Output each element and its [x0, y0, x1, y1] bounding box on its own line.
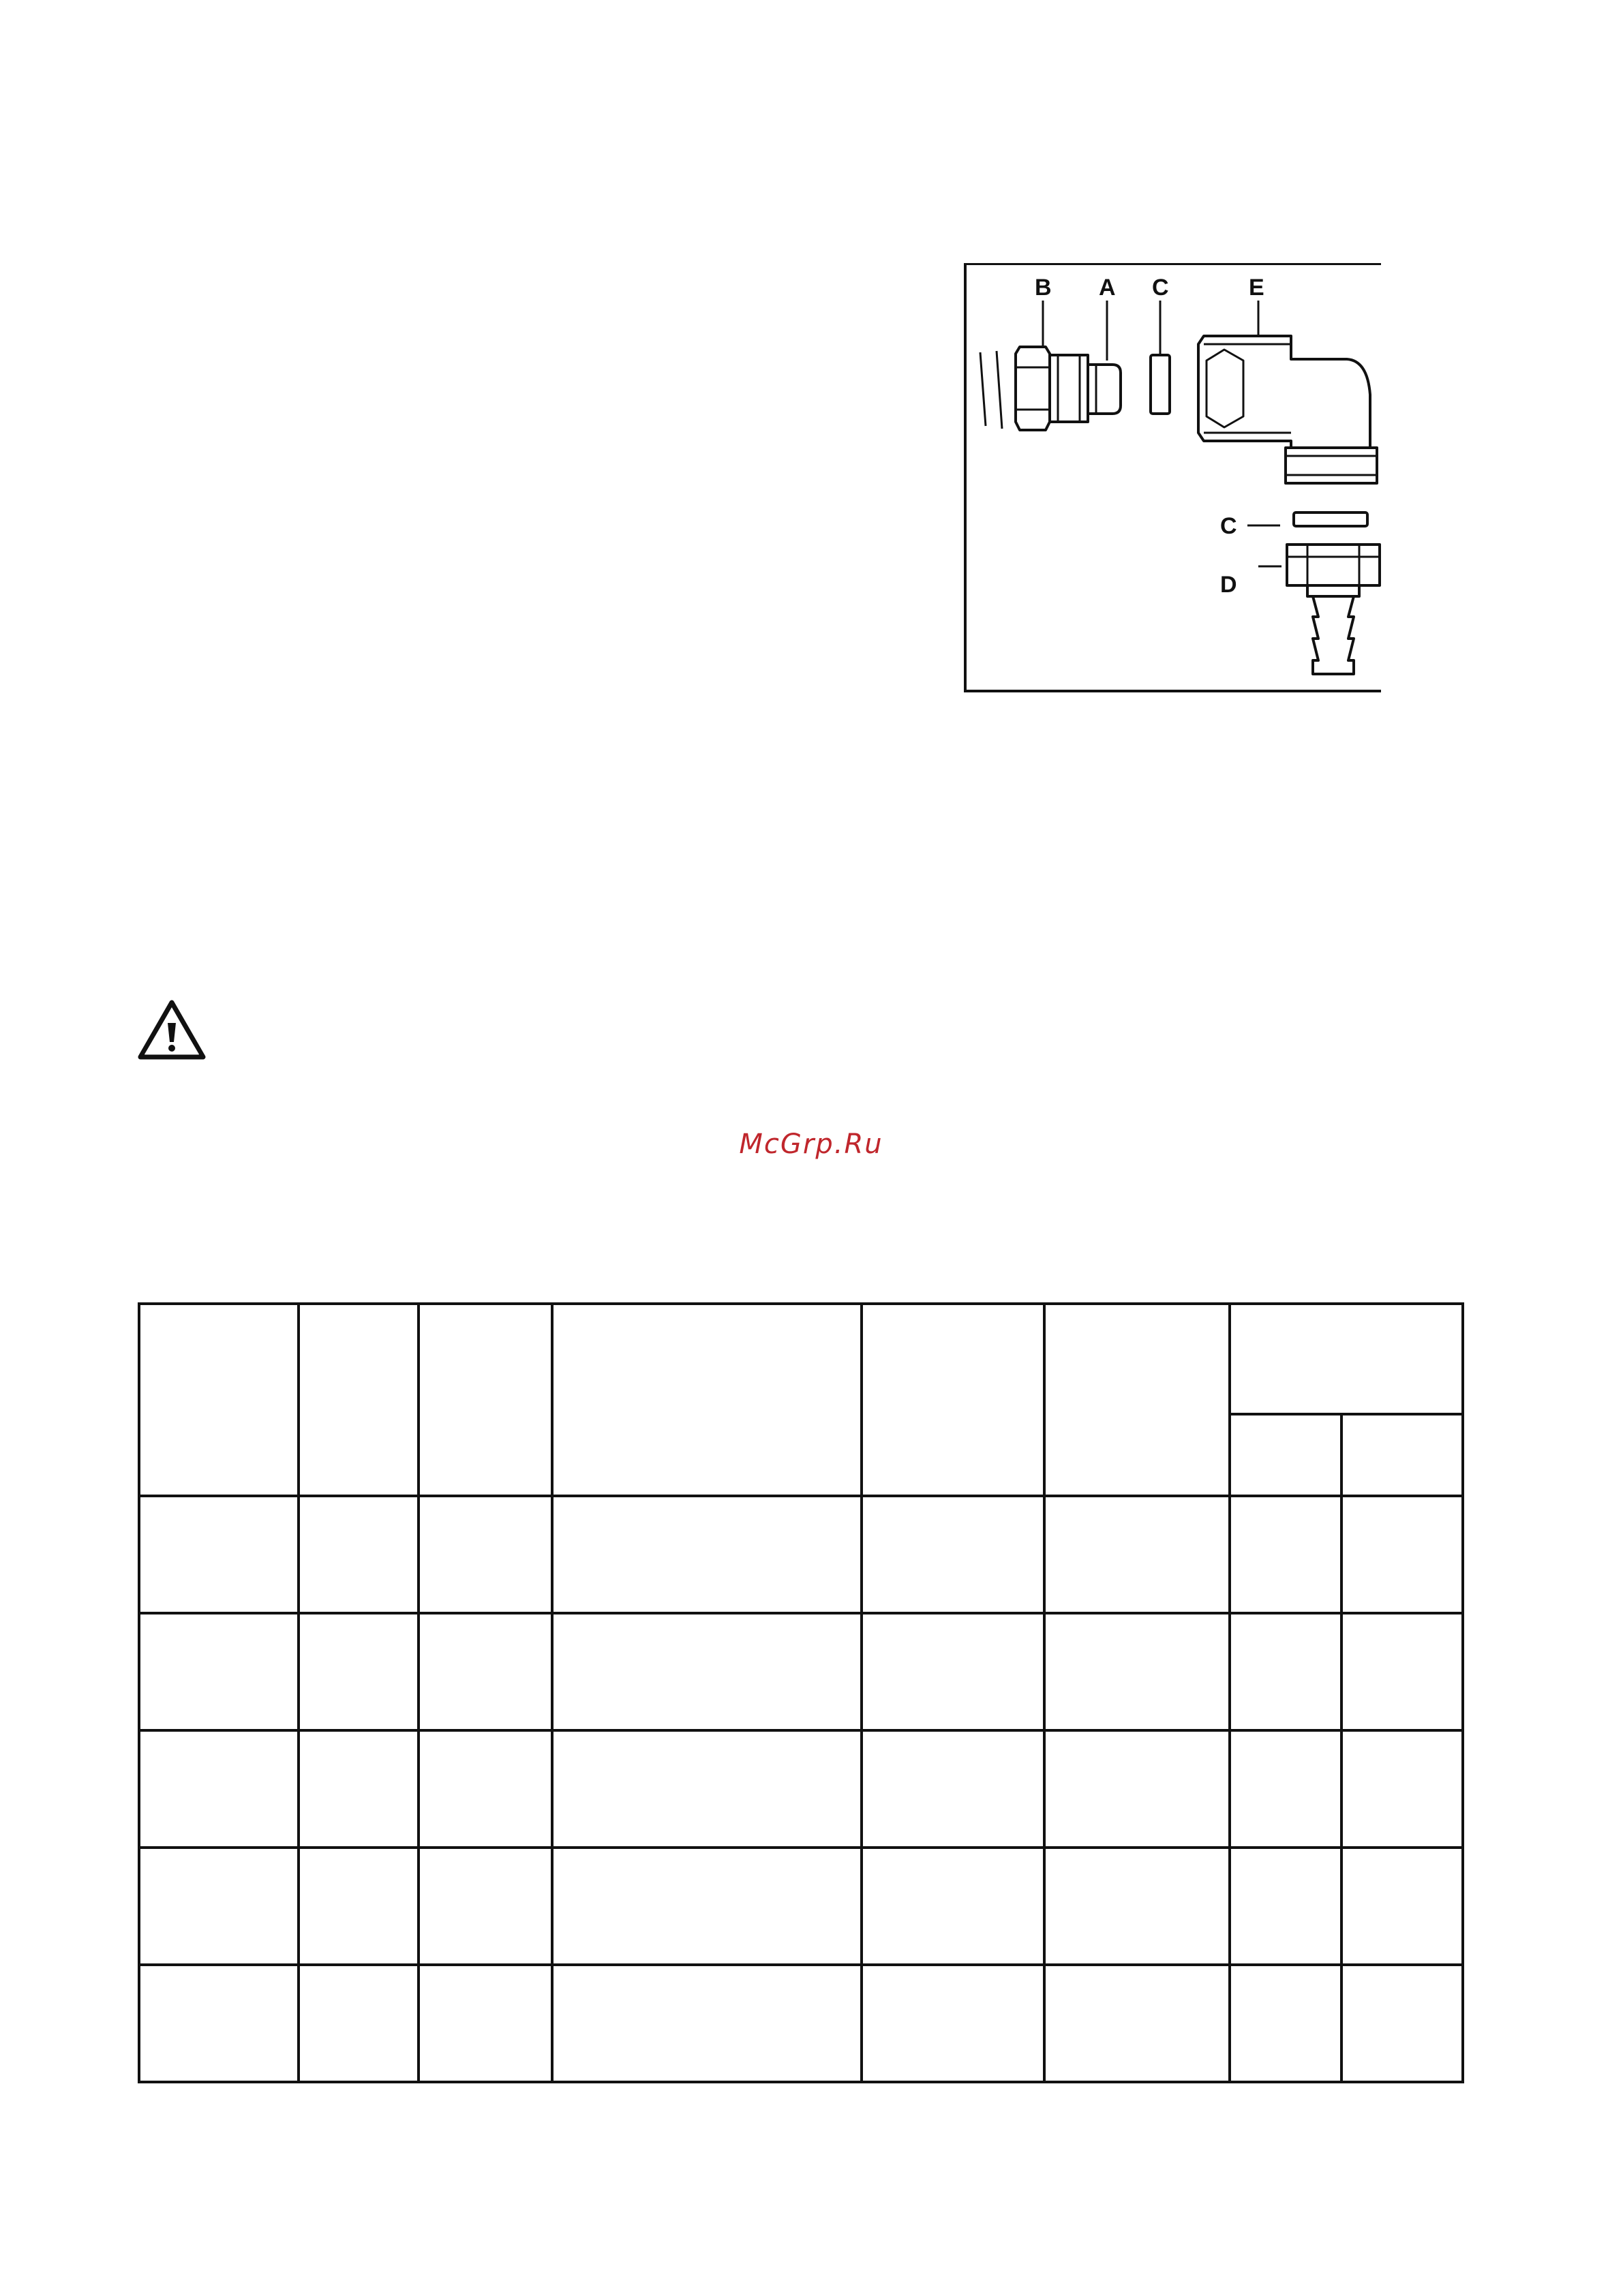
table-cell — [1341, 1613, 1463, 1730]
table-cell — [419, 1613, 552, 1730]
table-header-cell — [1044, 1304, 1230, 1496]
elbow-e — [1198, 336, 1370, 448]
table-cell — [1341, 1965, 1463, 2082]
table-cell — [552, 1730, 862, 1848]
table-cell — [1341, 1496, 1463, 1613]
table-row — [139, 1965, 1463, 2082]
table-cell — [419, 1848, 552, 1965]
table-row — [139, 1730, 1463, 1848]
hose-fitting-drawing — [967, 265, 1384, 694]
connector-d — [1287, 545, 1380, 585]
table-cell — [139, 1965, 299, 2082]
table-cell — [419, 1965, 552, 2082]
table-cell — [1044, 1848, 1230, 1965]
table-header-row — [139, 1304, 1463, 1414]
label-e: E — [1249, 275, 1264, 301]
table-cell — [299, 1496, 419, 1613]
table-header-group-cell — [1230, 1304, 1463, 1414]
table-cell — [299, 1730, 419, 1848]
table-cell — [552, 1965, 862, 2082]
table-cell — [1044, 1496, 1230, 1613]
hose-end — [980, 351, 1002, 429]
table-cell — [139, 1496, 299, 1613]
table-cell — [299, 1848, 419, 1965]
table-cell — [1341, 1730, 1463, 1848]
table-cell — [1230, 1613, 1341, 1730]
table-cell — [862, 1496, 1044, 1613]
table-cell — [1230, 1848, 1341, 1965]
table-cell — [862, 1730, 1044, 1848]
table-cell — [1044, 1730, 1230, 1848]
table-row — [139, 1496, 1463, 1613]
table-cell — [1230, 1730, 1341, 1848]
table-cell — [862, 1848, 1044, 1965]
table-cell — [419, 1730, 552, 1848]
table-cell — [1230, 1496, 1341, 1613]
label-b: B — [1035, 275, 1052, 301]
table-cell — [552, 1496, 862, 1613]
specification-table — [138, 1302, 1464, 2083]
label-a: A — [1099, 275, 1116, 301]
label-c-top: C — [1152, 275, 1169, 301]
table-cell — [139, 1613, 299, 1730]
table-cell — [139, 1848, 299, 1965]
table-cell — [299, 1965, 419, 2082]
table-cell — [862, 1613, 1044, 1730]
hose-connection-diagram — [964, 263, 1381, 692]
table-cell — [1044, 1613, 1230, 1730]
table-cell — [1230, 1965, 1341, 2082]
nut-b — [1016, 347, 1050, 430]
table-subheader-cell — [1230, 1414, 1341, 1496]
washer-c-bottom — [1294, 512, 1367, 526]
table-cell — [862, 1965, 1044, 2082]
table-cell — [1341, 1848, 1463, 1965]
label-d: D — [1220, 572, 1237, 598]
washer-c-top — [1151, 355, 1170, 414]
table-subheader-cell — [1341, 1414, 1463, 1496]
fitting-a — [1050, 355, 1088, 422]
table-cell — [139, 1730, 299, 1848]
table-cell — [552, 1613, 862, 1730]
table-row — [139, 1613, 1463, 1730]
table-header-cell — [552, 1304, 862, 1496]
warning-icon — [136, 998, 207, 1061]
table-cell — [552, 1848, 862, 1965]
table-row — [139, 1848, 1463, 1965]
table-cell — [299, 1613, 419, 1730]
watermark-link[interactable]: McGrp.Ru — [739, 1129, 883, 1160]
table-header-cell — [419, 1304, 552, 1496]
table-header-cell — [139, 1304, 299, 1496]
table-header-cell — [299, 1304, 419, 1496]
hose-barb — [1313, 596, 1354, 674]
table-header-cell — [862, 1304, 1044, 1496]
label-c-bottom: C — [1220, 513, 1237, 539]
table-cell — [1044, 1965, 1230, 2082]
table-cell — [419, 1496, 552, 1613]
